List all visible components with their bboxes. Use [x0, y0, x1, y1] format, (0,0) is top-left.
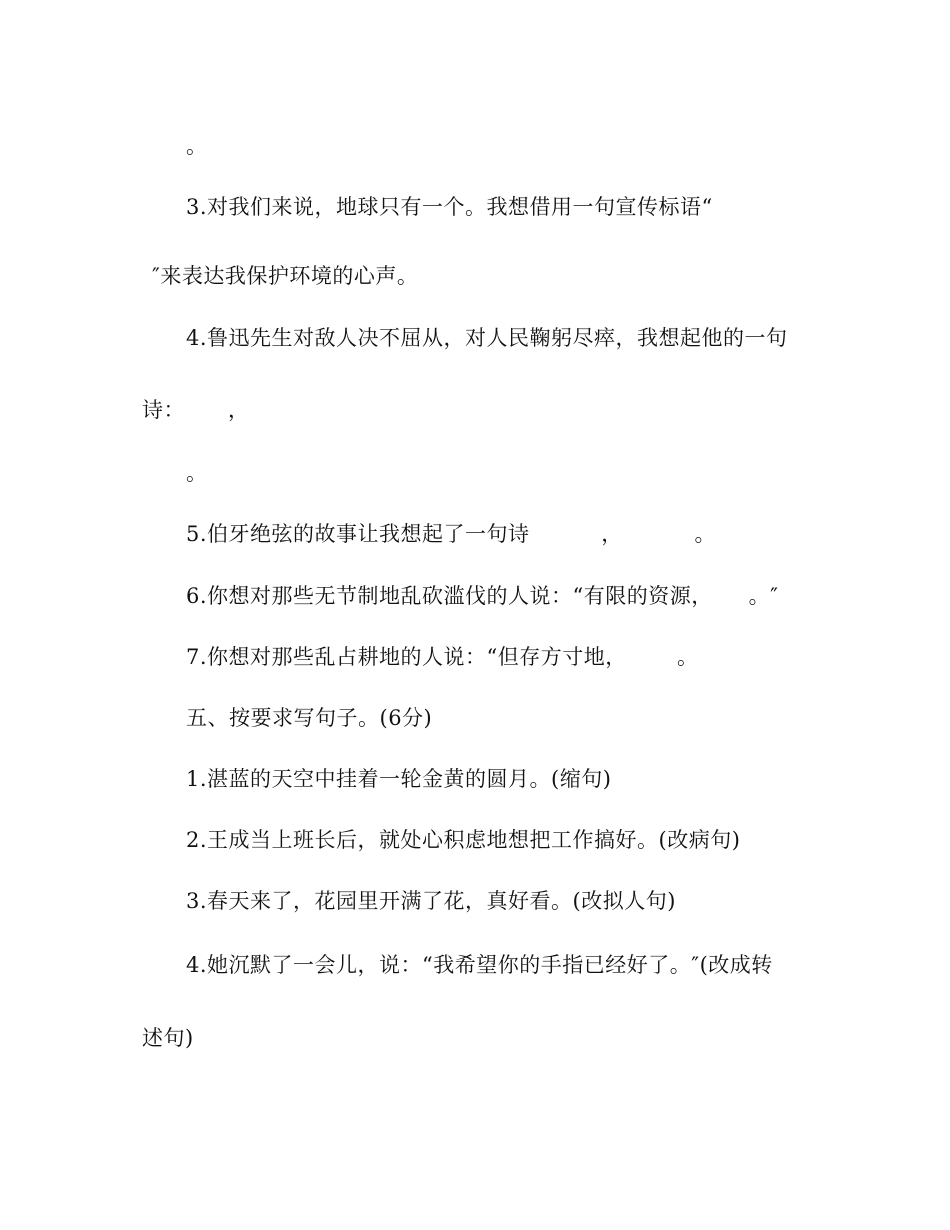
text-line-2: 3.对我们来说，地球只有一个。我想借用一句宣传标语“ — [186, 195, 713, 219]
text-line-11: 1.湛蓝的天空中挂着一轮金黄的圆月。(缩句) — [186, 767, 612, 791]
text-line-8: 6.你想对那些无节制地乱砍滥伐的人说：“有限的资源， 。″ — [186, 584, 779, 608]
text-line-4: 4.鲁迅先生对敌人决不屈从，对人民鞠躬尽瘁，我想起他的一句 — [186, 326, 788, 350]
text-line-14: 4.她沉默了一会儿，说：“我希望你的手指已经好了。″(改成转 — [186, 953, 773, 977]
text-line-7: 5.伯牙绝弦的故事让我想起了一句诗 ， 。 — [186, 522, 717, 546]
text-line-5: 诗： ， — [142, 398, 250, 422]
section-heading: 五、按要求写句子。(6分) — [186, 706, 433, 730]
text-line-6: 。 — [186, 461, 208, 485]
text-line-13: 3.春天来了，花园里开满了花，真好看。(改拟人句) — [186, 889, 676, 913]
text-line-15: 述句) — [142, 1026, 194, 1050]
text-line-12: 2.王成当上班长后，就处心积虑地想把工作搞好。(改病句) — [186, 828, 741, 852]
text-line-1: 。 — [186, 134, 208, 158]
text-line-9: 7.你想对那些乱占耕地的人说：“但存方寸地， 。 — [186, 645, 699, 669]
text-line-3: ″来表达我保护环境的心声。 — [152, 264, 419, 288]
